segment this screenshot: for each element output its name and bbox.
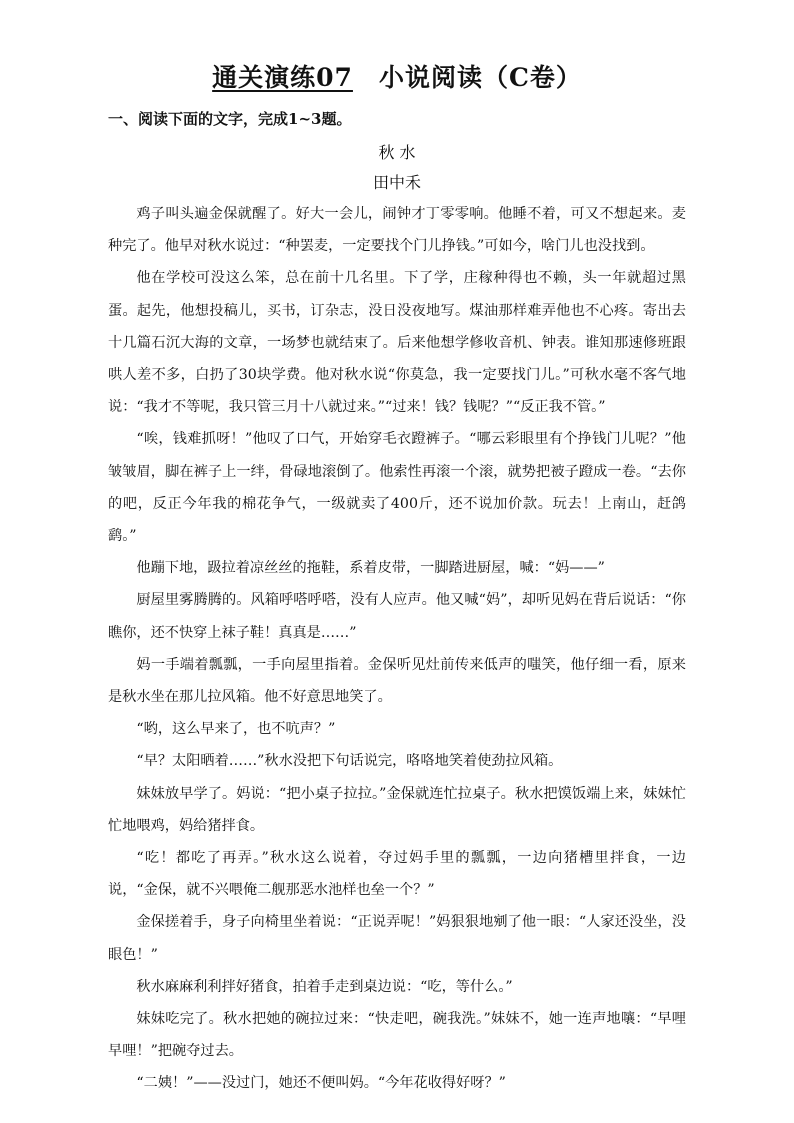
paragraph: 妹妹放早学了。妈说：“把小桌子拉拉。”金保就连忙拉桌子。秋水把馍饭端上来，妹妹忙忙地喂鸡，妈给猪拌食。 <box>108 785 686 834</box>
question-instruction: 一、阅读下面的文字，完成1~3题。 <box>108 110 352 128</box>
paragraph: “唉，钱难抓呀！”他叹了口气，开始穿毛衣蹬裤子。“哪云彩眼里有个挣钱门儿呢？”他皱皱眉，脚在裤子上一绊，骨碌地滚倒了。他索性再滚一个滚，就势把被子蹬成一卷。“去你的吧，反正今年我的棉花争气，一级就卖了400斤，还不说加价款。玩去！上南山，赶鸽鹞。” <box>108 431 686 545</box>
paragraph: 厨屋里雾腾腾的。风箱呼嗒呼嗒，没有人应声。他又喊“妈”，却听见妈在背后说话：“你瞧你，还不快穿上袜子鞋！真真是……” <box>108 592 686 641</box>
paragraph: “二姨！”——没过门，她还不便叫妈。“今年花收得好呀？” <box>136 1075 506 1092</box>
paragraph: “哟，这么早来了，也不吭声？” <box>136 721 336 738</box>
paragraph: 他在学校可没这么笨，总在前十几名里。下了学，庄稼种得也不赖，头一年就超过黑蛋。起先，他想投稿儿，买书，订杂志，没日没夜地写。煤油那样难弄他也不心疼。寄出去十几篇石沉大海的文章，一场梦也就结束了。后来他想学修收音机、钟表。谁知那速修班跟哄人差不多，白扔了30块学费。他对秋水说“你莫急，我一定要找门儿。”可秋水毫不客气地说：“我才不等呢，我只管三月十八就过来。”“过来！钱？钱呢？”“反正我不管。” <box>108 270 686 416</box>
paragraph: “吃！都吃了再弄。”秋水这么说着，夺过妈手里的瓢瓢，一边向猪槽里拌食，一边说，“金保，就不兴喂俺二舰那恶水池样也垒一个？” <box>108 850 686 899</box>
document-title <box>0 58 794 94</box>
paragraph: 秋水麻麻利利拌好猪食，拍着手走到桌边说：“吃，等什么。” <box>136 978 513 995</box>
paragraph: 妹妹吃完了。秋水把她的碗拉过来：“快走吧，碗我洗。”妹妹不，她一连声地嚷：“早哩早哩！”把碗夺过去。 <box>108 1011 686 1060</box>
story-author: 田中禾 <box>372 173 421 192</box>
paragraph: “早？太阳晒着……”秋水没把下句话说完，咯咯地笑着使劲拉风箱。 <box>136 753 563 770</box>
title-main: 通关演练07 <box>212 63 353 92</box>
story-body <box>108 198 686 1100</box>
title-sub: 小说阅读（C卷） <box>378 63 582 92</box>
paragraph: 金保搓着手，身子向椅里坐着说：“正说弄呢！”妈狠狠地剜了他一眼：“人家还没坐，没眼色！” <box>108 914 686 963</box>
paragraph: 妈一手端着瓢瓢，一手向屋里指着。金保听见灶前传来低声的嗤笑，他仔细一看，原来是秋水坐在那儿拉风箱。他不好意思地笑了。 <box>108 656 686 706</box>
paragraph: 鸡子叫头遍金保就醒了。好大一会儿，闹钟才丁零零响。他睡不着，可又不想起来。麦种完了。他早对秋水说过：“种罢麦，一定要找个门儿挣钱。”可如今，啥门儿也没找到。 <box>108 206 686 255</box>
story-title: 秋 水 <box>378 143 416 162</box>
paragraph: 他蹦下地，趿拉着凉丝丝的拖鞋，系着皮带，一脚踏进厨屋，喊：“妈——” <box>136 560 605 577</box>
